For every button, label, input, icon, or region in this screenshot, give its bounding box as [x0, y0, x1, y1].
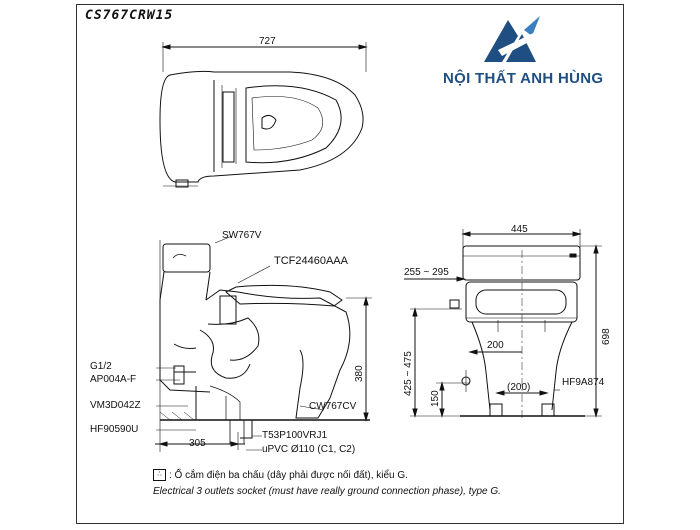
legend-vi-row [153, 468, 501, 484]
part-drain: T53P100VRJ1 [262, 430, 328, 441]
dim-base-200: (200) [507, 382, 531, 393]
dim-center-200: 200 [487, 340, 504, 351]
dim-rough-305: 305 [189, 438, 206, 449]
brand-name: NỘI THẤT ANH HÙNG [443, 70, 604, 87]
part-seat: TCF24460AAA [274, 255, 348, 267]
part-flange: HF90590U [90, 424, 139, 435]
dim-supply-150: 150 [430, 390, 441, 407]
part-stop-valve: AP004A-F [90, 374, 137, 385]
legend [153, 468, 501, 500]
part-bowl: CW767CV [309, 401, 357, 412]
dim-side-380: 380 [354, 365, 365, 382]
legend-en: Electrical 3 outlets socket (must have really ground connection phase), type G. [153, 486, 501, 497]
part-bolt: HF9A874 [562, 377, 605, 388]
dim-top-width: 727 [259, 36, 276, 47]
model-title: CS767CRW15 [85, 8, 174, 23]
legend-vi: : Ổ cắm điện ba chấu (dây phải được nối đất), kiểu G. [169, 470, 408, 481]
part-pipe: uPVC Ø110 (C1, C2) [262, 444, 356, 455]
top-view [160, 42, 366, 187]
socket-icon: ∴ [153, 469, 166, 481]
part-tank: SW767V [222, 230, 262, 241]
dim-supply-height: 425 ~ 475 [403, 351, 414, 396]
part-hose: VM3D042Z [90, 400, 141, 411]
dim-rough-in-range: 255 ~ 295 [404, 267, 449, 278]
dim-front-width: 445 [511, 224, 528, 235]
dim-total-height: 698 [601, 328, 612, 345]
side-view [155, 236, 372, 452]
part-supply: G1/2 [90, 361, 112, 372]
